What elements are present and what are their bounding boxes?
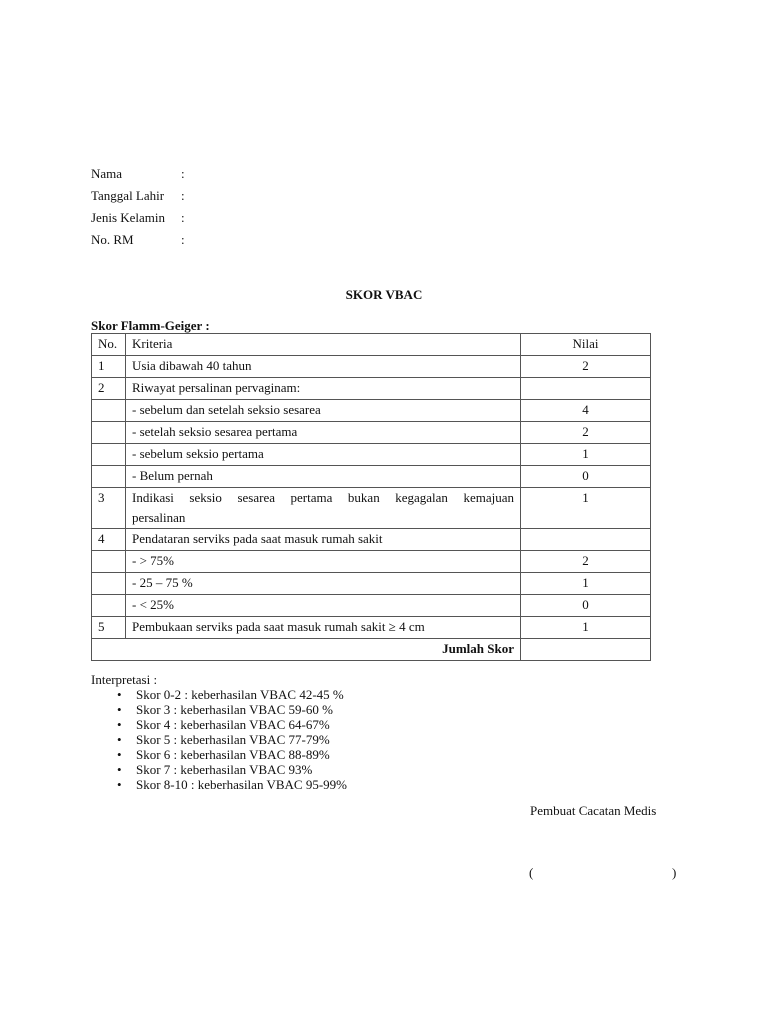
row-value: 1 [521, 444, 651, 466]
table-row [92, 378, 651, 400]
patient-sex-row [91, 209, 185, 231]
table-row [92, 595, 651, 617]
row-value: 2 [521, 422, 651, 444]
row-criteria: - sebelum seksio pertama [126, 444, 521, 466]
patient-mr-row [91, 231, 185, 253]
row-no [92, 551, 126, 573]
list-item [91, 732, 347, 747]
row-no [92, 400, 126, 422]
table-row [92, 573, 651, 595]
table-row [92, 488, 651, 529]
table-row [92, 529, 651, 551]
bullet-icon: • [117, 762, 122, 777]
signer-role: Pembuat Cacatan Medis [530, 803, 657, 818]
list-item-text: Skor 4 : keberhasilan VBAC 64-67% [136, 717, 330, 732]
row-criteria: - < 25% [126, 595, 521, 617]
mr-colon: : [181, 232, 185, 247]
list-item-text: Skor 3 : keberhasilan VBAC 59-60 % [136, 702, 333, 717]
list-item [91, 762, 347, 777]
dob-colon: : [181, 188, 185, 203]
row-value: 1 [521, 488, 651, 529]
sex-label: Jenis Kelamin [91, 210, 166, 225]
list-item-text: Skor 0-2 : keberhasilan VBAC 42-45 % [136, 687, 344, 702]
dob-label: Tanggal Lahir [91, 188, 165, 203]
score-subtitle: Skor Flamm-Geiger : [91, 318, 210, 333]
row-value: 0 [521, 595, 651, 617]
bullet-icon: • [117, 777, 122, 792]
row-criteria: Riwayat persalinan pervaginam: [126, 378, 521, 400]
interpretation-section [91, 672, 347, 792]
bullet-icon: • [117, 732, 122, 747]
row-value: 2 [521, 551, 651, 573]
row-criteria [126, 488, 521, 529]
interpretation-list [91, 687, 347, 792]
name-label: Nama [91, 166, 123, 181]
table-row [92, 422, 651, 444]
table-row [92, 551, 651, 573]
list-item [91, 702, 347, 717]
list-item [91, 717, 347, 732]
row-value: 1 [521, 573, 651, 595]
list-item [91, 747, 347, 762]
criteria-line-2: persalinan [132, 510, 186, 525]
row-criteria: - Belum pernah [126, 466, 521, 488]
mr-label: No. RM [91, 232, 134, 247]
list-item [91, 777, 347, 792]
name-colon: : [181, 166, 185, 181]
total-value [521, 639, 651, 661]
table-row [92, 400, 651, 422]
bullet-icon: • [117, 747, 122, 762]
list-item [91, 687, 347, 702]
row-no [92, 466, 126, 488]
row-criteria: - sebelum dan setelah seksio sesarea [126, 400, 521, 422]
document-title: SKOR VBAC [345, 287, 423, 302]
table-row [92, 444, 651, 466]
bullet-icon: • [117, 702, 122, 717]
sex-colon: : [181, 210, 185, 225]
row-value [521, 529, 651, 551]
row-value [521, 378, 651, 400]
list-item-text: Skor 5 : keberhasilan VBAC 77-79% [136, 732, 330, 747]
row-no: 3 [92, 488, 126, 529]
row-no: 1 [92, 356, 126, 378]
row-value: 1 [521, 617, 651, 639]
row-value: 0 [521, 466, 651, 488]
row-no [92, 444, 126, 466]
score-table [91, 333, 651, 661]
row-criteria: - 25 – 75 % [126, 573, 521, 595]
total-label: Jumlah Skor [92, 639, 521, 661]
list-item-text: Skor 6 : keberhasilan VBAC 88-89% [136, 747, 330, 762]
row-value: 4 [521, 400, 651, 422]
row-criteria: - setelah seksio sesarea pertama [126, 422, 521, 444]
patient-identity-block [91, 165, 185, 253]
total-row [92, 639, 651, 661]
header-criteria: Kriteria [126, 334, 521, 356]
bullet-icon: • [117, 717, 122, 732]
row-no: 5 [92, 617, 126, 639]
criteria-line-1: Indikasi seksio sesarea pertama bukan kegagalan kemajuan [132, 490, 514, 505]
row-criteria: Usia dibawah 40 tahun [126, 356, 521, 378]
row-criteria: Pendataran serviks pada saat masuk rumah sakit [126, 529, 521, 551]
list-item-text: Skor 7 : keberhasilan VBAC 93% [136, 762, 313, 777]
signature-open-paren: ( [529, 865, 534, 880]
table-row [92, 617, 651, 639]
table-row [92, 466, 651, 488]
row-no: 4 [92, 529, 126, 551]
list-item-text: Skor 8-10 : keberhasilan VBAC 95-99% [136, 777, 347, 792]
row-criteria: - > 75% [126, 551, 521, 573]
table-header-row [92, 334, 651, 356]
row-value: 2 [521, 356, 651, 378]
table-row [92, 356, 651, 378]
row-no: 2 [92, 378, 126, 400]
header-value: Nilai [521, 334, 651, 356]
row-no [92, 573, 126, 595]
header-no: No. [92, 334, 126, 356]
patient-name-row [91, 165, 185, 187]
bullet-icon: • [117, 687, 122, 702]
signature-close-paren: ) [672, 865, 677, 880]
row-criteria: Pembukaan serviks pada saat masuk rumah sakit ≥ 4 cm [126, 617, 521, 639]
interpretation-title: Interpretasi : [91, 672, 158, 687]
row-no [92, 595, 126, 617]
row-no [92, 422, 126, 444]
patient-dob-row [91, 187, 185, 209]
